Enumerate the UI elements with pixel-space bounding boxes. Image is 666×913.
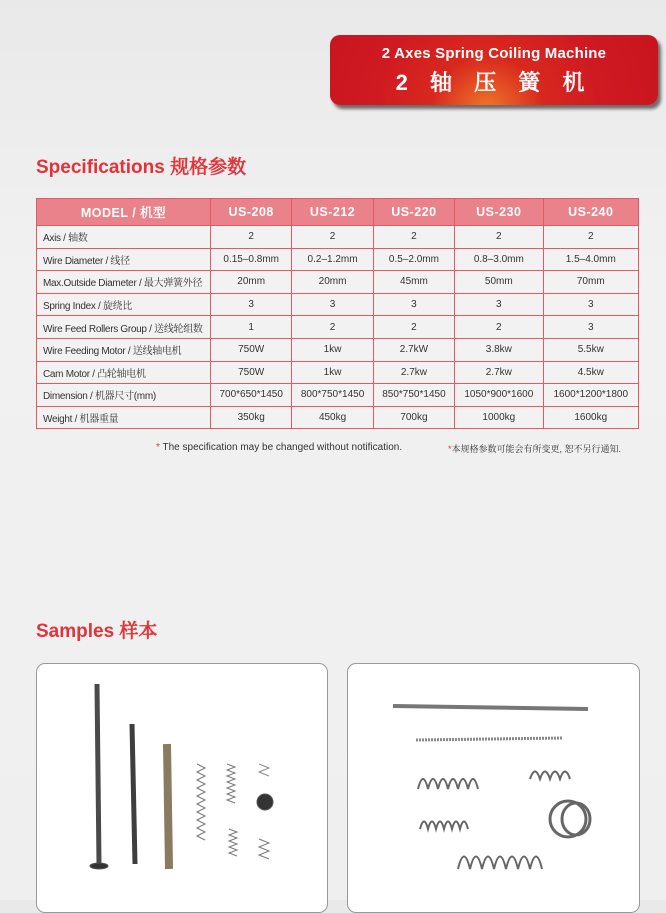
spec-value-cell: 1050*900*1600 — [455, 384, 543, 407]
spec-label-cell: Weight / 机器重量 — [37, 406, 211, 429]
model-column-header: US-230 — [455, 199, 543, 226]
spec-value-cell: 450kg — [292, 406, 373, 429]
spec-value-cell: 3 — [543, 316, 638, 339]
specifications-table — [36, 198, 639, 429]
table-row — [37, 384, 639, 407]
spec-value-cell: 20mm — [292, 271, 373, 294]
spec-value-cell: 20mm — [211, 271, 292, 294]
title-banner — [330, 35, 658, 105]
spec-value-cell: 0.5–2.0mm — [373, 248, 454, 271]
spec-value-cell: 1kw — [292, 361, 373, 384]
spec-value-cell: 0.15–0.8mm — [211, 248, 292, 271]
spec-value-cell: 3 — [211, 293, 292, 316]
specifications-heading: Specifications 规格参数 — [36, 157, 247, 178]
spec-value-cell: 1.5–4.0mm — [543, 248, 638, 271]
banner-title-cn: 2 轴 压 簧 机 — [395, 70, 593, 95]
spec-label-cell: Dimension / 机器尺寸(mm) — [37, 384, 211, 407]
spec-label-cell: Axis / 轴数 — [37, 226, 211, 249]
model-column-header: US-220 — [373, 199, 454, 226]
spec-value-cell: 1kw — [292, 338, 373, 361]
spec-value-cell: 70mm — [543, 271, 638, 294]
table-row — [37, 316, 639, 339]
note-en-text: The specification may be changed without notification. — [162, 442, 403, 453]
spec-value-cell: 0.2–1.2mm — [292, 248, 373, 271]
asterisk: * — [156, 442, 160, 453]
model-column-header: US-212 — [292, 199, 373, 226]
spec-value-cell: 2 — [543, 226, 638, 249]
model-column-header: US-208 — [211, 199, 292, 226]
spec-value-cell: 850*750*1450 — [373, 384, 454, 407]
spec-value-cell: 1600kg — [543, 406, 638, 429]
spec-label-cell: Spring Index / 旋绕比 — [37, 293, 211, 316]
spring-samples-image — [348, 664, 641, 904]
spec-value-cell: 2.7kW — [373, 338, 454, 361]
spec-value-cell: 1600*1200*1800 — [543, 384, 638, 407]
table-row — [37, 361, 639, 384]
spec-value-cell: 2 — [373, 316, 454, 339]
spec-label-cell: Cam Motor / 凸轮轴电机 — [37, 361, 211, 384]
spec-value-cell: 2.7kw — [373, 361, 454, 384]
spec-value-cell: 800*750*1450 — [292, 384, 373, 407]
table-row — [37, 338, 639, 361]
model-column-header: US-240 — [543, 199, 638, 226]
spec-value-cell: 3 — [373, 293, 454, 316]
spec-value-cell: 2.7kw — [455, 361, 543, 384]
spec-value-cell: 700*650*1450 — [211, 384, 292, 407]
spec-value-cell: 3 — [292, 293, 373, 316]
spec-value-cell: 2 — [292, 226, 373, 249]
note-en — [156, 442, 402, 453]
spec-value-cell: 3 — [455, 293, 543, 316]
note-cn-text: 本规格参数可能会有所变更, 恕不另行通知. — [451, 444, 622, 454]
spec-value-cell: 45mm — [373, 271, 454, 294]
spec-value-cell: 1 — [211, 316, 292, 339]
spec-value-cell: 0.8–3.0mm — [455, 248, 543, 271]
spec-value-cell: 3.8kw — [455, 338, 543, 361]
table-row — [37, 271, 639, 294]
spec-value-cell: 350kg — [211, 406, 292, 429]
note-cn — [448, 442, 621, 455]
spec-value-cell: 4.5kw — [543, 361, 638, 384]
spec-label-cell: Max.Outside Diameter / 最大弹簧外径 — [37, 271, 211, 294]
spec-value-cell: 2 — [292, 316, 373, 339]
spec-value-cell: 750W — [211, 361, 292, 384]
spec-value-cell: 700kg — [373, 406, 454, 429]
spec-value-cell: 5.5kw — [543, 338, 638, 361]
model-label-header: MODEL / 机型 — [37, 199, 211, 226]
samples-heading: Samples 样本 — [36, 621, 158, 642]
spec-value-cell: 750W — [211, 338, 292, 361]
spec-value-cell: 50mm — [455, 271, 543, 294]
spec-label-cell: Wire Feeding Motor / 送线轴电机 — [37, 338, 211, 361]
table-row — [37, 293, 639, 316]
table-row — [37, 406, 639, 429]
spring-samples-image — [37, 664, 329, 904]
spec-label-cell: Wire Feed Rollers Group / 送线轮组数 — [37, 316, 211, 339]
table-row — [37, 226, 639, 249]
spec-value-cell: 2 — [455, 226, 543, 249]
sample-photo-left — [36, 663, 328, 913]
spec-value-cell: 2 — [455, 316, 543, 339]
spec-value-cell: 2 — [373, 226, 454, 249]
sample-photo-right — [347, 663, 640, 913]
table-row — [37, 248, 639, 271]
spec-value-cell: 1000kg — [455, 406, 543, 429]
banner-title-en: 2 Axes Spring Coiling Machine — [381, 45, 607, 62]
spec-value-cell: 3 — [543, 293, 638, 316]
asterisk: * — [448, 444, 452, 454]
spec-label-cell: Wire Diameter / 线径 — [37, 248, 211, 271]
spec-value-cell: 2 — [211, 226, 292, 249]
